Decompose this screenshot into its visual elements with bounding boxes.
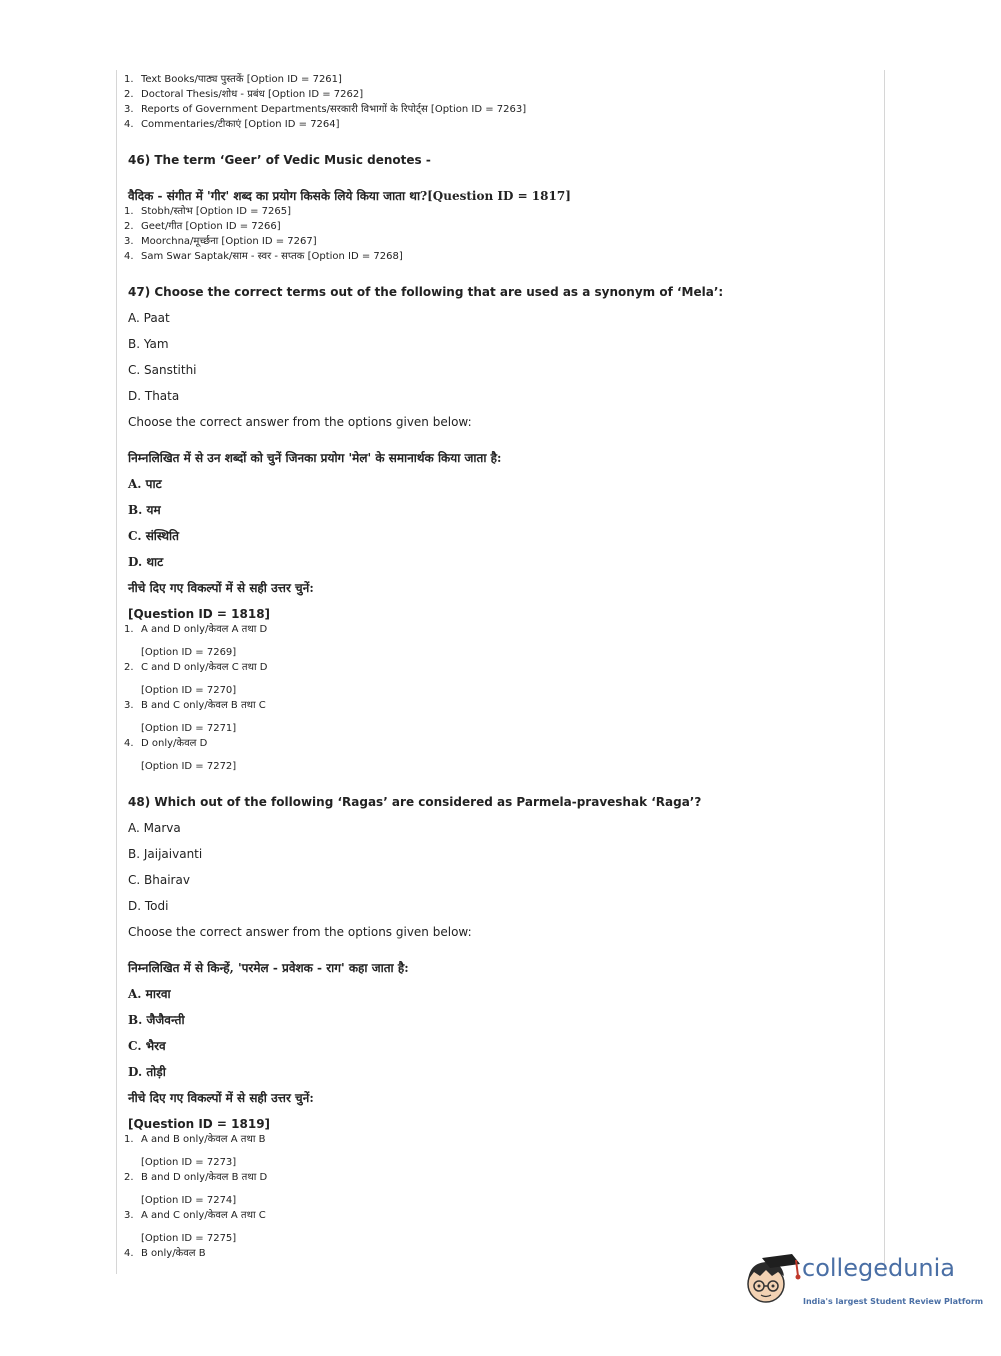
list-item: D. Todi xyxy=(128,899,169,913)
collegedunia-logo xyxy=(742,1250,984,1310)
question-47-hindi: निम्नलिखित में से उन शब्दों को चुनें जिनका प्रयोग 'मेल' के समानार्थक किया जाता है: xyxy=(128,451,502,465)
question-46-options xyxy=(124,204,874,264)
list-item: A. पाट xyxy=(128,477,162,491)
right-margin-rule xyxy=(884,70,885,1274)
list-item: D. Thata xyxy=(128,389,180,403)
instruction-text: Choose the correct answer from the options given below: xyxy=(128,925,472,939)
list-item: C. भैरव xyxy=(128,1039,166,1053)
list-item: A. मारवा xyxy=(128,987,171,1001)
option-id: [Option ID = 7270] xyxy=(141,685,237,696)
option-row: 1. Stobh/स्तोभ [Option ID = 7265] xyxy=(124,206,292,217)
list-item: B. Jaijaivanti xyxy=(128,847,203,861)
list-item: D. थाट xyxy=(128,555,164,569)
logo-tagline: India's largest Student Review Platform xyxy=(803,1297,984,1306)
option-row: 2. C and D only/केवल C तथा D xyxy=(124,662,268,673)
option-id: [Option ID = 7274] xyxy=(141,1195,237,1206)
hindi-instruction-text: नीचे दिए गए विकल्पों में से सही उत्तर चुनें: xyxy=(128,581,314,595)
list-item: D. तोड़ी xyxy=(128,1065,166,1079)
option-row: 2. Doctoral Thesis/शोध - प्रबंध [Option ID = 7262] xyxy=(124,89,364,100)
list-item: C. Sanstithi xyxy=(128,363,197,377)
option-id: [Option ID = 7271] xyxy=(141,723,237,734)
question-48-hindi: निम्नलिखित में से किन्हें, 'परमेल - प्रवेशक - राग' कहा जाता है: xyxy=(128,961,409,975)
question-46-hindi: वैदिक - संगीत में 'गीर' शब्द का प्रयोग किसके लिये किया जाता था?[Question ID = 1817] xyxy=(128,189,571,203)
list-item: C. संस्थिति xyxy=(128,529,179,543)
question-id: [Question ID = 1819] xyxy=(128,1117,271,1131)
option-row: 3. A and C only/केवल A तथा C xyxy=(124,1210,266,1221)
option-row: 2. B and D only/केवल B तथा D xyxy=(124,1172,268,1183)
list-item: C. Bhairav xyxy=(128,873,190,887)
option-id: [Option ID = 7273] xyxy=(141,1157,237,1168)
list-item: A. Marva xyxy=(128,821,181,835)
question-47-options xyxy=(124,622,874,774)
list-item: B. जैजैवन्ती xyxy=(128,1013,185,1027)
option-row: 1. Text Books/पाठ्य पुस्तकें [Option ID = 7261] xyxy=(124,74,342,85)
option-id: [Option ID = 7272] xyxy=(141,761,237,772)
hindi-instruction-text: नीचे दिए गए विकल्पों में से सही उत्तर चुनें: xyxy=(128,1091,314,1105)
option-row: 1. A and D only/केवल A तथा D xyxy=(124,624,268,635)
mascot-icon xyxy=(742,1250,802,1310)
option-row: 4. Commentaries/टीकाएं [Option ID = 7264] xyxy=(124,119,340,130)
logo-wordmark: collegedunia xyxy=(802,1254,956,1282)
question-47-text: 47) Choose the correct terms out of the following that are used as a synonym of ‘Mela’: xyxy=(128,285,724,299)
option-row: 4. D only/केवल D xyxy=(124,738,208,749)
option-row: 1. A and B only/केवल A तथा B xyxy=(124,1134,266,1145)
list-item: B. Yam xyxy=(128,337,169,351)
option-id: [Option ID = 7269] xyxy=(141,647,237,658)
question-id: [Question ID = 1818] xyxy=(128,607,271,621)
page-content xyxy=(124,72,874,1261)
list-item: B. यम xyxy=(128,503,161,517)
question-48-text: 48) Which out of the following ‘Ragas’ are considered as Parmela-praveshak ‘Raga’? xyxy=(128,795,702,809)
option-row: 3. Reports of Government Departments/सरकारी विभागों के रिपोर्ट्स [Option ID = 7263] xyxy=(124,104,527,115)
list-item: A. Paat xyxy=(128,311,170,325)
option-row: 4. B only/केवल B xyxy=(124,1248,206,1259)
option-row: 4. Sam Swar Saptak/साम - स्वर - सप्तक [Option ID = 7268] xyxy=(124,251,403,262)
option-row: 2. Geet/गीत [Option ID = 7266] xyxy=(124,221,281,232)
instruction-text: Choose the correct answer from the options given below: xyxy=(128,415,472,429)
question-48-options xyxy=(124,1132,874,1261)
question-46-text: 46) The term ‘Geer’ of Vedic Music denotes - xyxy=(128,153,431,167)
option-row: 3. Moorchna/मूर्च्छना [Option ID = 7267] xyxy=(124,236,317,247)
option-id: [Option ID = 7275] xyxy=(141,1233,237,1244)
option-row: 3. B and C only/केवल B तथा C xyxy=(124,700,266,711)
left-margin-rule xyxy=(116,70,117,1274)
previous-question-options xyxy=(124,72,874,132)
